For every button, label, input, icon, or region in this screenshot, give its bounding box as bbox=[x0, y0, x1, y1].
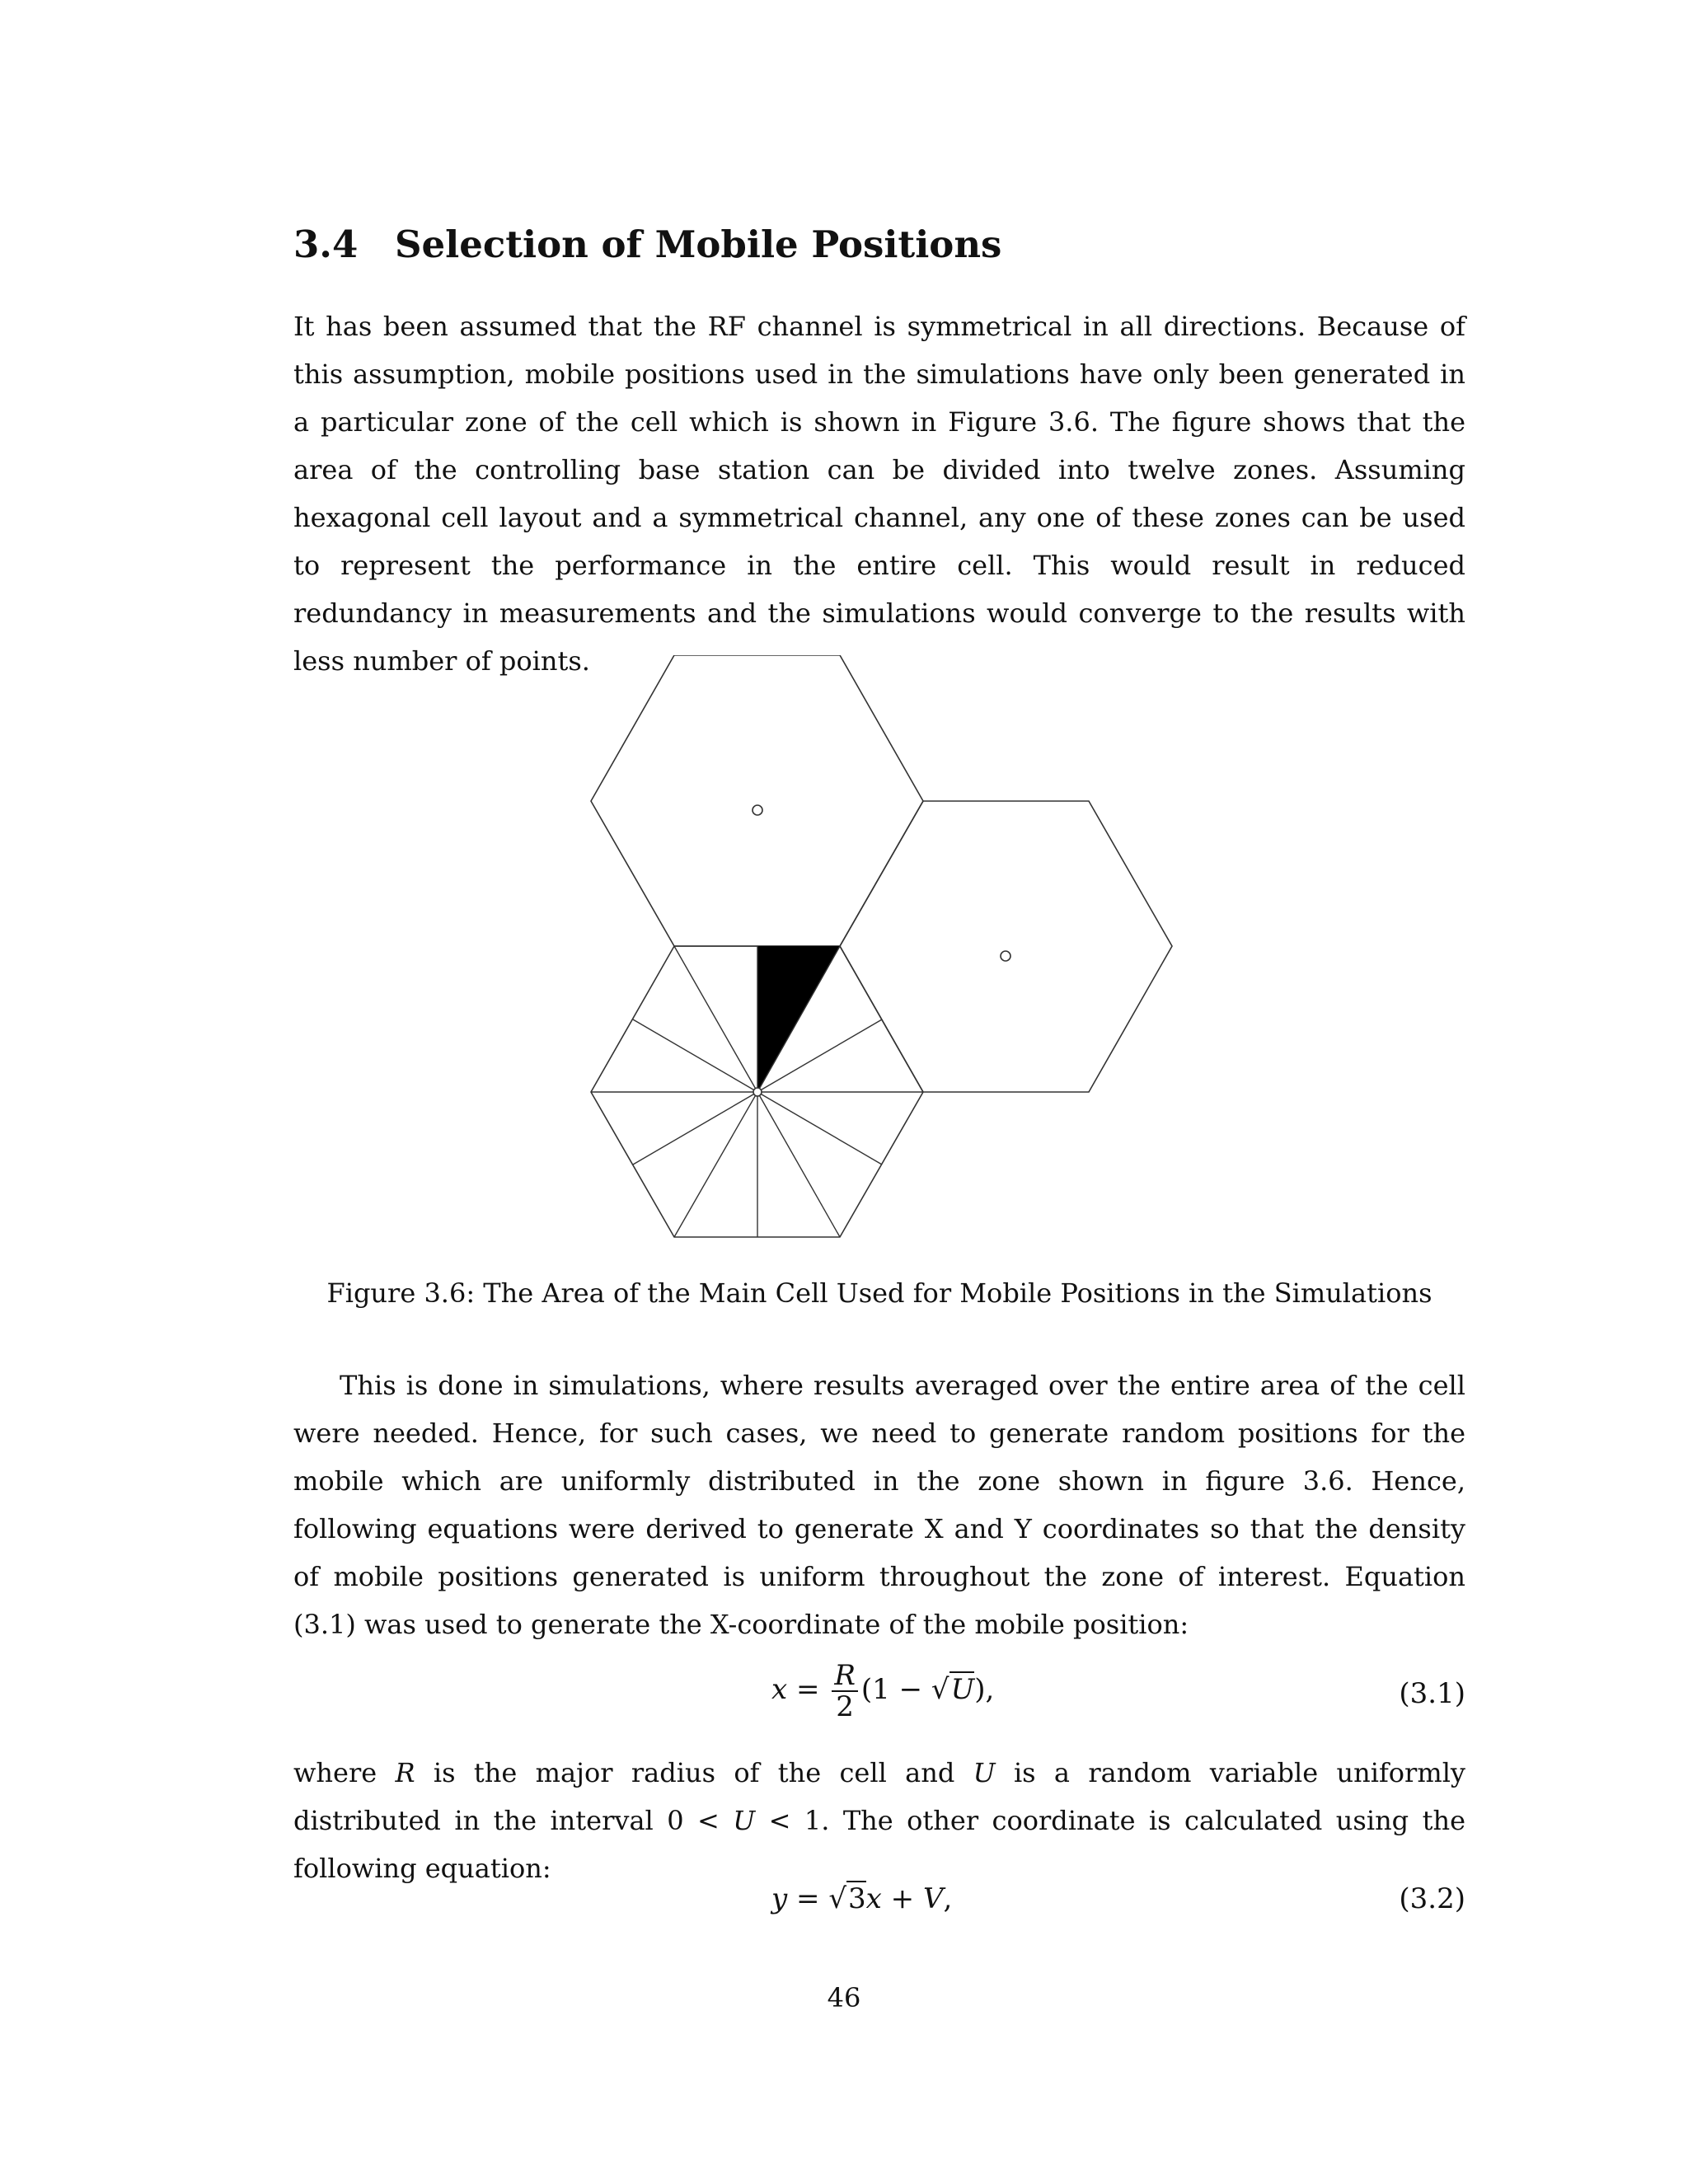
hexagon-diagram bbox=[577, 655, 1187, 1257]
zone-spoke bbox=[674, 1092, 757, 1237]
base-station-main bbox=[753, 1088, 762, 1096]
equation-3-1 bbox=[293, 1661, 1465, 1727]
zone-spoke bbox=[674, 946, 757, 1092]
figure-caption: Figure 3.6: The Area of the Main Cell Used for Mobile Positions in the Simulations bbox=[326, 1277, 1432, 1309]
zone-spoke bbox=[757, 1092, 840, 1237]
sqrt-sign: √ bbox=[931, 1673, 950, 1706]
base-station-right bbox=[1001, 951, 1010, 961]
upper-cell-hexagon bbox=[591, 655, 923, 946]
paragraph-1: It has been assumed that the RF channel is symmetrical in all directions. Because of this assumption, mobile positions used in the simulations have only been generated in a particular zone of the cell which is shown in Figure 3.6. The figure shows that the area of the controlling base station can be divided into twelve zones. Assuming hexagonal cell layout and a symmetrical channel, any one of these zones can be used to represent the performance in the entire cell. This would result in reduced redundancy in measurements and the simulations would converge to the results with less number of points. bbox=[293, 311, 1465, 677]
zone-spoke bbox=[633, 1019, 757, 1092]
sqrt-sign: √ bbox=[828, 1882, 846, 1915]
zone-spoke bbox=[633, 1092, 757, 1165]
section-heading bbox=[293, 223, 1464, 266]
zone-spoke bbox=[757, 1092, 882, 1165]
figure-hexagonal-cells bbox=[577, 655, 1187, 1257]
right-cell-hexagon bbox=[840, 801, 1172, 1092]
section-title: Selection of Mobile Positions bbox=[395, 223, 1002, 266]
paragraph-2: This is done in simulations, where results averaged over the entire area of the cell were needed. Hence, for such cases, we need to generate random positions for the mobile which are uniformly distributed in the zone shown in figure 3.6. Hence, following equations were derived to generate X and Y coordinates so that the density of mobile positions generated is uniform throughout the zone of interest. Equation (3.1) was used to generate the X-coordinate of the mobile position: bbox=[293, 1370, 1465, 1640]
fraction: $\frac{R}{2}$ bbox=[832, 1661, 858, 1722]
page-number: 46 bbox=[827, 1982, 861, 2013]
equation-body: x = $\frac{R}{2}$ (1 − √U), bbox=[771, 1659, 995, 1723]
section-number: 3.4 bbox=[293, 223, 359, 266]
paragraph-3: where R is the major radius of the cell and U is a random variable uniformly distributed in the interval 0 < U < 1. The other coordinate is calculated using the following equation: bbox=[293, 1757, 1466, 1884]
base-station-upper bbox=[753, 805, 762, 815]
equation-number: (3.2) bbox=[1399, 1882, 1465, 1915]
equation-3-2 bbox=[293, 1871, 1465, 1937]
equation-number: (3.1) bbox=[1399, 1677, 1465, 1710]
equation-body: y = √3x + V, bbox=[771, 1882, 953, 1915]
